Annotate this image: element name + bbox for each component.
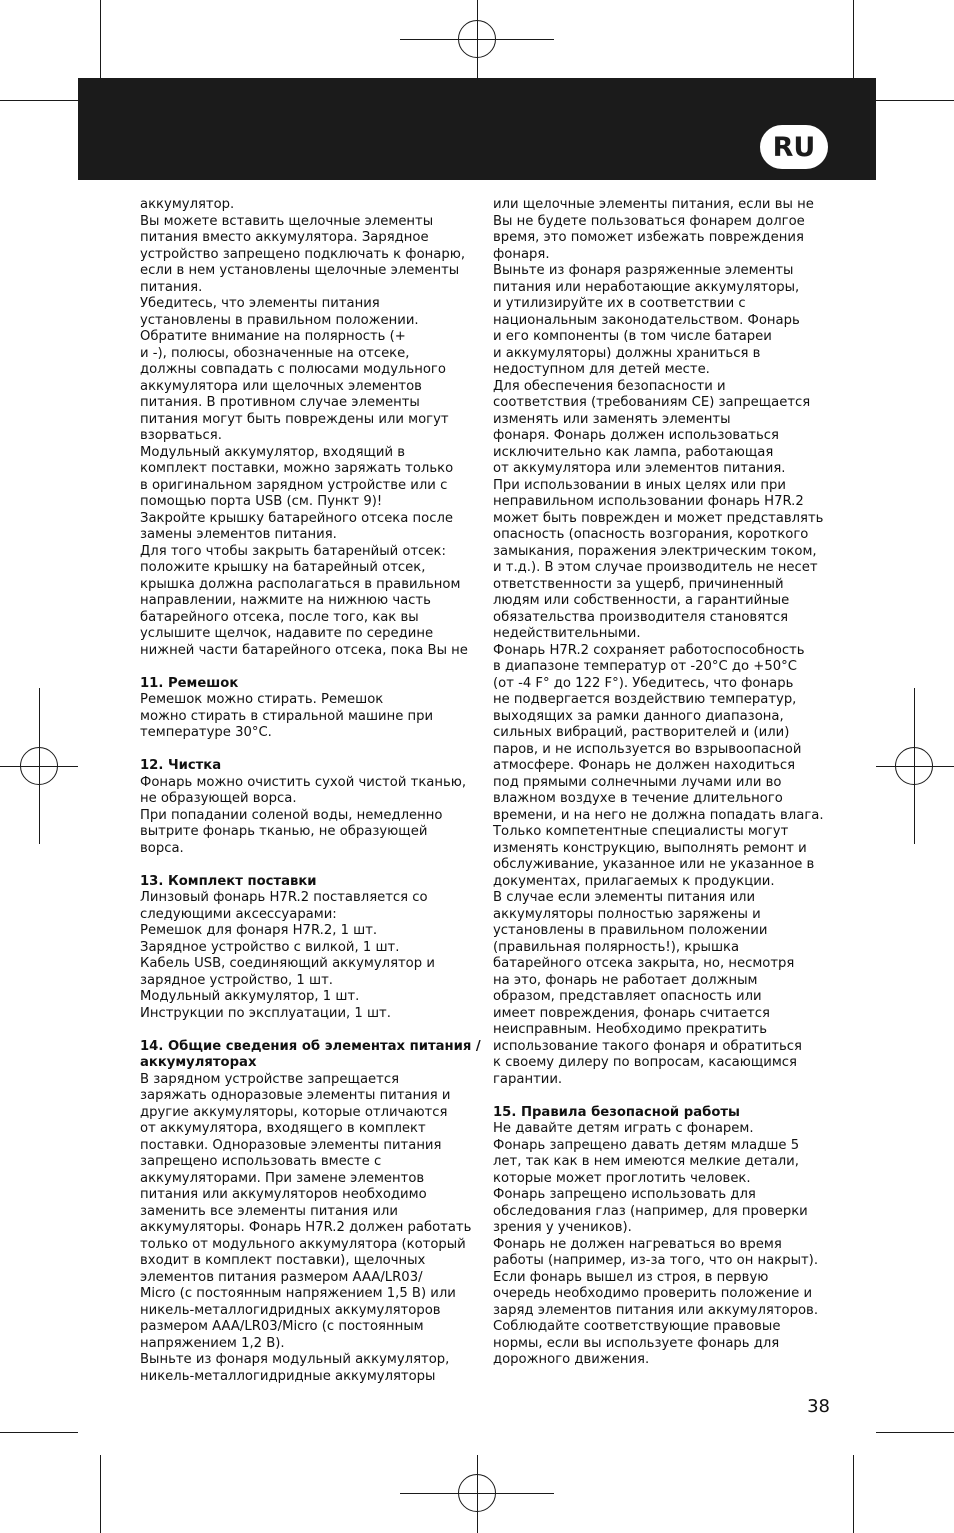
text-line: от аккумулятора или элементов питания. — [493, 461, 786, 476]
text-line: Убедитесь, что элементы питания — [140, 296, 380, 311]
text-line: обследования глаз (например, для проверки — [493, 1203, 808, 1219]
section-heading: 14. Общие сведения об элементах питания / — [140, 1038, 481, 1054]
text-line: людям или собственности, а гарантийные — [493, 593, 790, 608]
text-line: аккумуляторами. При замене элементов — [140, 1170, 425, 1186]
text-line: Для обеспечения безопасности и — [493, 378, 726, 394]
text-line: нижней части батарейного отсека, пока Вы не — [140, 642, 468, 658]
crop-mark — [0, 100, 78, 101]
section-gap — [493, 1088, 833, 1105]
text-line: Инструкции по эксплуатации, 1 шт. — [140, 1005, 391, 1021]
text-line: неисправным. Необходимо прекратить — [493, 1022, 768, 1037]
text-line: Фонарь можно очистить сухой чистой тканью, — [140, 774, 467, 790]
text-line: использование такого фонаря и обратиться — [493, 1038, 802, 1054]
text-section — [140, 874, 478, 1023]
text-line: дорожного движения. — [493, 1352, 650, 1367]
text-line: Если фонарь вышел из строя, в первую — [493, 1269, 769, 1285]
text-line: изменять конструкцию, выполнять ремонт и — [493, 840, 807, 856]
text-line: изменять или заменять элементы — [493, 411, 731, 427]
text-line: Ремешок можно стирать. Ремешок — [140, 692, 384, 707]
text-line: питания могут быть повреждены или могут — [140, 411, 449, 427]
text-line: вытрите фонарь тканью, не образующей — [140, 824, 428, 839]
text-line: недоступном для детей месте. — [493, 362, 710, 377]
text-line: заменить все элементы питания или — [140, 1203, 398, 1219]
text-line: комплект поставки, можно заряжать только — [140, 461, 454, 476]
text-line: опасность (опасность возгорания, короткого — [493, 527, 809, 542]
text-line: заряжать одноразовые элементы питания и — [140, 1088, 451, 1103]
text-line: ответственности за ущерб, причиненный — [493, 576, 784, 592]
text-line: очередь необходимо проверить положение и — [493, 1286, 813, 1301]
text-line: обслуживание, указанное или не указанное в — [493, 857, 815, 872]
text-line: Модульный аккумулятор, 1 шт. — [140, 989, 360, 1004]
text-line: Соблюдайте соответствующие правовые — [493, 1319, 781, 1334]
text-line: документах, прилагаемых к продукции. — [493, 873, 775, 889]
text-line: только от модульного аккумулятора (который — [140, 1236, 466, 1252]
text-line: устройство запрещено подключать к фонарю, — [140, 246, 466, 262]
text-line: аккумулятор. — [140, 197, 235, 212]
text-line: Вы можете вставить щелочные элементы — [140, 213, 434, 229]
text-line: зрения у учеников). — [493, 1220, 632, 1235]
text-line: Кабель USB, соединяющий аккумулятор и — [140, 956, 435, 971]
crop-mark — [853, 1455, 854, 1533]
text-line: Вы не будете пользоваться фонарем долгое — [493, 213, 805, 229]
text-line: паров, и не используется во взрывоопасной — [493, 741, 802, 757]
text-line: время, это поможет избежать повреждения — [493, 230, 804, 245]
text-line: Зарядное устройство с вилкой, 1 шт. — [140, 939, 400, 955]
text-section — [140, 758, 478, 857]
text-line: положите крышку на батарейный отсек, — [140, 560, 426, 575]
text-line: (от -4 F° до 122 F°). Убедитесь, что фонарь — [493, 675, 794, 691]
text-line: взорваться. — [140, 428, 222, 443]
text-line: установлены в правильном положении — [493, 923, 768, 938]
text-line: следующими аксессуарами: — [140, 906, 337, 922]
text-line: аккумуляторы полностью заряжены и — [493, 906, 761, 922]
text-line: лет, так как в нем имеются мелкие детали, — [493, 1154, 799, 1169]
registration-mark-circle — [458, 1474, 496, 1512]
text-line: фонаря. — [493, 246, 550, 262]
text-line: не подвергается воздействию температур, — [493, 692, 797, 707]
text-line: Фонарь H7R.2 сохраняет работоспособность — [493, 642, 805, 658]
text-line: В случае если элементы питания или — [493, 890, 756, 905]
text-line: работы (например, из-за того, что он накрыт). — [493, 1253, 819, 1268]
text-line: может быть поврежден и может представлять — [493, 510, 824, 526]
text-line: температуре 30°C. — [140, 725, 272, 740]
text-line: замыкания, поражения электрическим током, — [493, 543, 817, 559]
section-gap — [140, 659, 478, 676]
text-line: если в нем установлены щелочные элементы — [140, 263, 460, 278]
text-line: поставки. Одноразовые элементы питания — [140, 1137, 442, 1153]
text-line: Для того чтобы закрыть батаренйый отсек: — [140, 543, 446, 559]
text-line: влажном воздухе в течение длительного — [493, 791, 783, 806]
text-line: и его компоненты (в том числе батареи — [493, 329, 772, 344]
text-line: в диапазоне температур от -20°C до +50°C — [493, 659, 797, 674]
text-line: и аккумуляторы) должны храниться в — [493, 345, 761, 361]
text-section — [493, 1105, 833, 1369]
crop-mark — [853, 0, 854, 78]
text-line: от аккумулятора, входящего в комплект — [140, 1121, 426, 1136]
text-line: Модульный аккумулятор, входящий в — [140, 444, 406, 460]
text-line: другие аккумуляторы, которые отличаются — [140, 1104, 448, 1120]
text-line: никель-металлогидридных аккумуляторов — [140, 1302, 441, 1318]
text-line: не образующей ворса. — [140, 791, 297, 806]
text-line: питания или неработающие аккумуляторы, — [493, 279, 800, 295]
text-line: к своему дилеру по вопросам, касающимся — [493, 1055, 797, 1070]
text-line: в оригинальном зарядном устройстве или с — [140, 477, 448, 493]
text-line: замены элементов питания. — [140, 527, 337, 542]
page-number: 38 — [807, 1396, 830, 1417]
text-line: услышите щелчок, надавите по середине — [140, 626, 434, 641]
text-section — [140, 1038, 481, 1386]
text-line: Micro (с постоянным напряжением 1,5 В) или — [140, 1286, 456, 1301]
section-heading: аккумуляторах — [140, 1055, 257, 1070]
text-line: Ремешок для фонаря H7R.2, 1 шт. — [140, 923, 378, 938]
text-line: и утилизируйте их в соответствии с — [493, 296, 746, 311]
text-line: Обратите внимание на полярность (+ — [140, 329, 406, 344]
text-line: Фонарь запрещено использовать для — [493, 1187, 756, 1202]
crop-mark — [100, 0, 101, 78]
text-line: и т.д.). В этом случае производитель не несет — [493, 560, 818, 575]
text-line: исключительно как лампа, работающая — [493, 444, 774, 460]
text-line: фонаря. Фонарь должен использоваться — [493, 428, 779, 443]
text-line: под прямыми солнечными лучами или во — [493, 774, 782, 790]
text-line: или щелочные элементы питания, если вы не — [493, 197, 814, 212]
section-heading: 13. Комплект поставки — [140, 873, 317, 889]
text-line: должны совпадать с полюсами модульного — [140, 362, 446, 377]
text-line: аккумулятора или щелочных элементов — [140, 378, 422, 394]
text-line: ворса. — [140, 840, 184, 856]
text-line: и -), полюсы, обозначенные на отсеке, — [140, 345, 410, 361]
section-gap — [140, 742, 478, 759]
left-text-column — [140, 197, 481, 1385]
text-line: В зарядном устройстве запрещается — [140, 1071, 400, 1087]
text-line: размером AAA/LR03/Micro (с постоянным — [140, 1319, 424, 1334]
text-line: питания или аккумуляторов необходимо — [140, 1187, 427, 1202]
text-line: питания вместо аккумулятора. Зарядное — [140, 230, 429, 245]
section-heading: 12. Чистка — [140, 758, 222, 773]
registration-mark-circle — [20, 747, 58, 785]
section-heading: 15. Правила безопасной работы — [493, 1104, 740, 1120]
text-line: сильных вибраций, растворителей и (или) — [493, 725, 790, 740]
section-gap — [140, 1022, 478, 1039]
text-line: направлении, нажмите на нижнюю часть — [140, 593, 431, 608]
text-line: Фонарь не должен нагреваться во время — [493, 1236, 782, 1252]
crop-mark — [100, 1455, 101, 1533]
section-gap — [140, 857, 478, 874]
text-section — [140, 676, 478, 742]
text-line: обязательства производителя становятся — [493, 609, 788, 625]
crop-mark — [876, 1432, 954, 1433]
text-line: Фонарь запрещено давать детям младше 5 — [493, 1137, 800, 1153]
text-line: на это, фонарь не работает должным — [493, 972, 758, 988]
text-line: можно стирать в стиральной машине при — [140, 708, 434, 724]
text-line: питания. — [140, 279, 203, 295]
text-line: элементов питания размером AAA/LR03/ — [140, 1269, 423, 1285]
text-line: которые может проглотить человек. — [493, 1170, 751, 1186]
registration-mark-circle — [895, 747, 933, 785]
text-line: гарантии. — [493, 1071, 563, 1087]
text-line: недействительными. — [493, 626, 641, 641]
text-line: выходящих за рамки данного диапазона, — [493, 708, 784, 724]
text-line: батарейного отсека закрыта, но, несмотря — [493, 956, 795, 971]
crop-mark — [0, 1432, 78, 1433]
text-line: Не давайте детям играть с фонарем. — [493, 1121, 754, 1136]
text-section — [140, 197, 478, 659]
text-line: запрещено использовать вместе с — [140, 1154, 382, 1169]
text-line: питания. В противном случае элементы — [140, 395, 420, 410]
text-line: Выньте из фонаря модульный аккумулятор, — [140, 1352, 450, 1367]
text-line: Только компетентные специалисты могут — [493, 824, 789, 839]
right-text-column — [493, 197, 833, 1369]
text-line: При использовании в иных целях или при — [493, 477, 786, 493]
text-line: При попадании соленой воды, немедленно — [140, 807, 443, 823]
text-line: времени, и на него не должна попадать влага. — [493, 807, 824, 823]
language-badge: RU — [760, 125, 828, 169]
text-line: напряжением 1,2 В). — [140, 1335, 285, 1351]
text-line: помощью порта USB (см. Пункт 9)! — [140, 494, 383, 509]
text-line: зарядное устройство, 1 шт. — [140, 972, 333, 988]
text-line: соответствия (требованиям CE) запрещается — [493, 395, 811, 410]
text-line: крышка должна располагаться в правильном — [140, 576, 461, 592]
text-line: (правильная полярность!), крышка — [493, 939, 740, 955]
text-line: установлены в правильном положении. — [140, 312, 419, 328]
text-line: заряд элементов питания или аккумуляторов. — [493, 1302, 819, 1318]
text-line: входит в комплект поставки), щелочных — [140, 1253, 426, 1268]
text-line: аккумуляторы. Фонарь H7R.2 должен работать — [140, 1220, 472, 1235]
text-line: Закройте крышку батарейного отсека после — [140, 510, 454, 526]
text-line: национальным законодательством. Фонарь — [493, 312, 800, 328]
text-line: Выньте из фонаря разряженные элементы — [493, 263, 794, 278]
registration-mark-circle — [458, 20, 496, 58]
crop-mark — [876, 100, 954, 101]
text-line: никель-металлогидридные аккумуляторы — [140, 1368, 436, 1384]
text-line: нормы, если вы используете фонарь для — [493, 1335, 780, 1351]
text-line: Линзовый фонарь H7R.2 поставляется со — [140, 890, 428, 905]
text-line: образом, представляет опасность или — [493, 989, 762, 1004]
text-section — [493, 197, 833, 1088]
section-heading: 11. Ремешок — [140, 675, 239, 691]
text-line: батарейного отсека, после того, как вы — [140, 609, 419, 625]
text-line: атмосфере. Фонарь не должен находиться — [493, 758, 795, 773]
text-line: имеет повреждения, фонарь считается — [493, 1005, 770, 1021]
text-line: неправильном использовании фонарь H7R.2 — [493, 494, 804, 509]
header-banner — [78, 78, 876, 180]
